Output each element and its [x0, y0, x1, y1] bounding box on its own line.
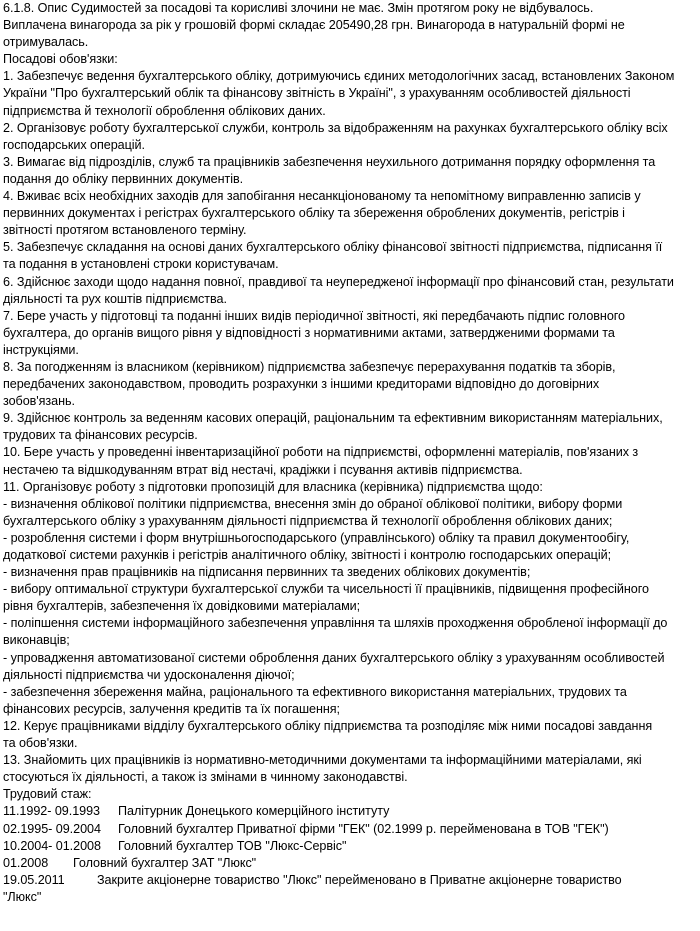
- duty-line: - поліпшення системи інформаційного забезпечення управління та шляхів проходження обробленої інформації до: [3, 616, 668, 631]
- duty-line: 6. Здійснює заходи щодо надання повної, правдивої та неупередженої інформації про фінансовий стан, результати: [3, 274, 674, 289]
- duty-line: - вибору оптимальної структури бухгалтерської служби та чисельності її працівників, підвищення професійного: [3, 582, 649, 597]
- duty-line: 2. Організовує роботу бухгалтерської служби, контроль за відображенням на рахунках бухгалтерського обліку всіх: [3, 120, 668, 135]
- duty-line: - забезпечення збереження майна, раціонального та ефективного використання матеріальних, трудових та: [3, 684, 627, 699]
- experience-position: Головний бухгалтер ТОВ "Люкс-Сервіс": [118, 838, 347, 853]
- intro-line: Виплачена винагорода за рік у грошовій формі складає 205490,28 грн. Винагорода в натуральній формі не: [3, 18, 625, 33]
- experience-date: 10.2004- 01.2008: [3, 838, 101, 853]
- experience-position-continued: "Люкс": [3, 889, 42, 904]
- experience-heading: Трудовий стаж:: [3, 787, 92, 802]
- duty-line: 11. Організовує роботу з підготовки пропозицій для власника (керівника) підприємства щодо:: [3, 479, 543, 494]
- duty-line: інструкціями.: [3, 342, 79, 357]
- duty-subitem: [3, 496, 695, 530]
- duty-item: [3, 718, 695, 752]
- experience-date: 01.2008: [3, 855, 49, 870]
- duty-subitem: [3, 684, 695, 718]
- experience-position: Палітурник Донецького комерційного інституту: [118, 804, 390, 819]
- experience-position: Головний бухгалтер Приватної фірми "ГЕК" (02.1999 р. перейменована в ТОВ "ГЕК"): [118, 821, 609, 836]
- duty-line: 8. За погодженням із власником (керівником) підприємства забезпечує перерахування податків та зборів,: [3, 359, 616, 374]
- duty-line: подання до обліку первинних документів.: [3, 171, 244, 186]
- duty-line: діяльності підприємства чи удосконалення діючої;: [3, 667, 295, 682]
- experience-date: 11.1992- 09.1993: [3, 804, 101, 819]
- duty-line: 9. Здійснює контроль за веденням касових операцій, раціональним та ефективним використанням матеріальних,: [3, 411, 663, 426]
- duties-list: [3, 68, 695, 786]
- intro-line: отримувалась.: [3, 35, 89, 50]
- duty-line: та обов'язки.: [3, 736, 78, 751]
- duty-line: України "Про бухгалтерський облік та фінансову звітність в Україні", з урахуванням особливостей діяльності: [3, 86, 631, 101]
- duty-subitem: [3, 581, 695, 615]
- duty-line: рівня бухгалтерів, забезпечення їх довідковими матеріалами;: [3, 599, 361, 614]
- experience-row: [3, 821, 695, 838]
- duty-item: [3, 239, 695, 273]
- duty-line: - визначення прав працівників на підписання первинних та зведених облікових документів;: [3, 565, 531, 580]
- duty-line: 7. Бере участь у підготовці та поданні інших видів періодичної звітності, які передбачають підпис головного: [3, 308, 626, 323]
- duty-line: підприємства й технології оброблення облікових даних.: [3, 103, 326, 118]
- duty-line: бухгалтера, до органів вищого рівня у відповідності з нормативними актами, затвердженими формами та: [3, 325, 615, 340]
- duty-item: [3, 68, 695, 119]
- intro-line: 6.1.8. Опис Судимостей за посадові та корисливі злочини не має. Змін протягом року не відбувалось.: [3, 1, 594, 15]
- experience-date: 02.1995- 09.2004: [3, 821, 101, 836]
- experience-position: Головний бухгалтер ЗАТ "Люкс": [73, 855, 257, 870]
- duty-item: [3, 444, 695, 478]
- duty-line: додаткової системи рахунків і регістрів аналітичного обліку, звітності і контролю господарських операцій;: [3, 548, 612, 562]
- duty-line: діяльності та рух коштів підприємства.: [3, 291, 227, 306]
- duty-line: фінансових ресурсів, залучення кредитів та їх погашення;: [3, 701, 340, 716]
- duty-line: 5. Забезпечує складання на основі даних бухгалтерського обліку фінансової звітності підприємства, підписання її: [3, 240, 663, 255]
- duty-line: 10. Бере участь у проведенні інвентаризаційної роботи на підприємстві, оформленні матеріалів, пов'язаних з: [3, 445, 639, 460]
- duty-line: 13. Знайомить цих працівників із нормативно-методичними документами та інформаційними матеріалами, які: [3, 753, 642, 768]
- intro-paragraph: [3, 0, 695, 51]
- duty-item: [3, 359, 695, 410]
- experience-date: 19.05.2011: [3, 872, 65, 887]
- duty-item: [3, 308, 695, 359]
- duty-line: - визначення облікової політики підприємства, внесення змін до обраної облікової політики, вибору форми: [3, 496, 623, 511]
- duty-line: виконавців;: [3, 633, 70, 648]
- duty-line: та подання в установлені строки користувачам.: [3, 257, 279, 272]
- duty-item: [3, 154, 695, 188]
- duty-item: [3, 188, 695, 239]
- duties-heading: Посадові обов'язки:: [3, 52, 118, 67]
- duty-line: зобов'язань.: [3, 394, 75, 409]
- duty-line: первинних документах і регістрах бухгалтерського обліку та збереження оброблених документів, регістрів і: [3, 206, 625, 221]
- duty-line: нестачею та відшкодуванням втрат від нестачі, крадіжки і псування активів підприємства.: [3, 462, 523, 477]
- experience-list: [3, 803, 695, 906]
- duty-item: [3, 120, 695, 154]
- duty-line: 4. Вживає всіх необхідних заходів для запобігання несанкціонованому та непомітному виправленню записів у: [3, 189, 641, 204]
- duty-item: [3, 274, 695, 308]
- duty-subitem: [3, 564, 695, 581]
- duty-line: трудових та фінансових ресурсів.: [3, 428, 198, 443]
- duty-line: - упровадження автоматизованої системи оброблення даних бухгалтерського обліку з урахуванням особливостей: [3, 650, 665, 665]
- duty-line: 1. Забезпечує ведення бухгалтерського обліку, дотримуючись єдиних методологічних засад, встановлених Законом: [3, 69, 675, 84]
- duty-line: звітності протягом встановленого терміну.: [3, 223, 247, 238]
- duty-item: [3, 479, 695, 496]
- experience-row: [3, 803, 695, 820]
- experience-row: [3, 855, 695, 872]
- duty-line: передбачених законодавством, проводить розрахунки з іншими кредиторами відповідно до договірних: [3, 377, 600, 392]
- duty-line: - розроблення системи і форм внутрішньогосподарського (управлінського) обліку та правил документообігу,: [3, 530, 630, 545]
- duty-item: [3, 752, 695, 786]
- duty-subitem: [3, 615, 695, 649]
- duty-line: господарських операцій.: [3, 137, 145, 152]
- duty-line: стосуються їх діяльності, а також із змінами в чинному законодавстві.: [3, 770, 408, 785]
- duty-line: 3. Вимагає від підрозділів, служб та працівників забезпечення неухильного дотримання порядку оформлення та: [3, 154, 656, 169]
- experience-row: [3, 838, 695, 855]
- experience-row: [3, 872, 695, 906]
- duty-item: [3, 410, 695, 444]
- duty-line: 12. Керує працівниками відділу бухгалтерського обліку підприємства та розподіляє між ними посадові завдання: [3, 718, 653, 733]
- duty-line: бухгалтерського обліку з урахуванням діяльності підприємства й технології оброблення облікових даних;: [3, 513, 613, 528]
- duty-subitem: [3, 650, 695, 684]
- experience-position: Закрите акціонерне товариство "Люкс" перейменовано в Приватне акціонерне товариство: [97, 872, 622, 887]
- duty-subitem: [3, 530, 695, 564]
